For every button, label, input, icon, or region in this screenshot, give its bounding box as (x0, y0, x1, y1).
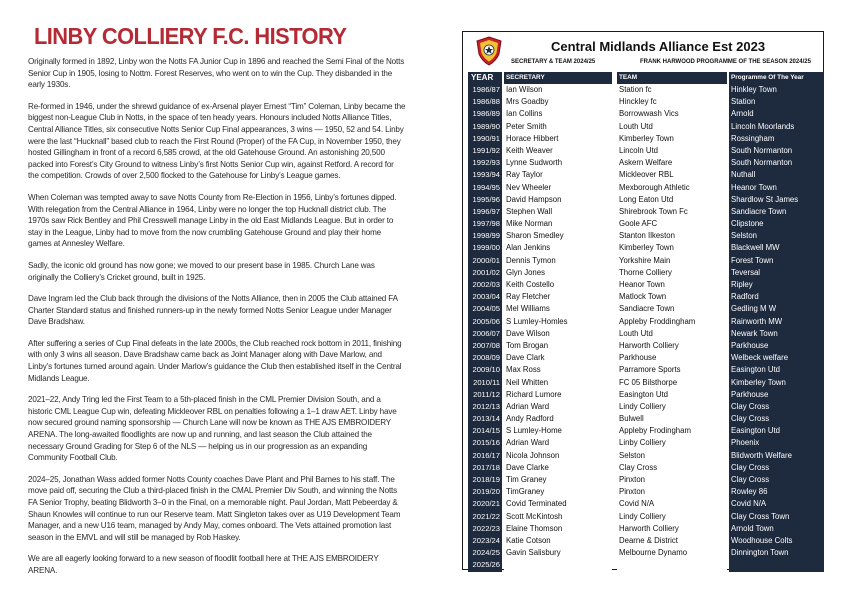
secretary-cell: Tim Graney (504, 474, 612, 486)
table-row (468, 413, 824, 425)
team-cell: Askern Welfare (617, 157, 727, 169)
table-row (468, 182, 824, 194)
table-row (468, 462, 824, 474)
programme-cell: Phoenix (729, 437, 824, 449)
secretary-cell: Scott McKintosh (504, 511, 612, 523)
programme-cell: Lincoln Moorlands (729, 121, 824, 133)
team-cell: Station fc (617, 84, 727, 96)
table-row (468, 437, 824, 449)
team-cell: Bulwell (617, 413, 727, 425)
secretary-cell: Mrs Goadby (504, 96, 612, 108)
year-cell: 2012/13 (468, 401, 502, 413)
table-row (468, 340, 824, 352)
secretary-cell: Ian Wilson (504, 84, 612, 96)
team-cell: Sandiacre Town (617, 303, 727, 315)
table-row (468, 84, 824, 96)
cma-title: Central Midlands Alliance Est 2023 (550, 39, 766, 54)
year-cell: 1998/99 (468, 230, 502, 242)
table-row (468, 450, 824, 462)
programme-cell: Blackwell MW (729, 242, 824, 254)
history-paragraph: Re-formed in 1946, under the shrewd guidance of ex-Arsenal player Ernest “Tim” Coleman, Linby became the biggest non-League Club in Notts, in the space of ten heady years. Honours included Notts Alliance Titles, Central Alliance Titles, six consecutive Notts Senior Cup Final appearances, 3 wins — 1950, 52 and 54. Linby were the last “Hucknall” based club to reach the First Round (Proper) of the FA Cup, in November 1950, they hosted Gillingham in front of a record 6,585 crowd, at the old Gatehouse Ground. An astonishing 20,500 packed into Forest’s City Ground to witness Linby’s first Notts Senior Cup win, against Retford. A record for the competition. Crowds of over 2,500 flocked to the Gatehouse for Linby’s League games. (28, 101, 406, 181)
year-cell: 1989/90 (468, 121, 502, 133)
team-cell: Heanor Town (617, 279, 727, 291)
table-row (468, 255, 824, 267)
team-cell: Yorkshire Main (617, 255, 727, 267)
table-row (468, 169, 824, 181)
year-cell: 2005/06 (468, 316, 502, 328)
team-cell: Melbourne Dynamo (617, 547, 727, 559)
history-paragraph: After suffering a series of Cup Final defeats in the late 2000s, the Club reached rock bottom in 2011, finishing with only 3 wins all season. Dave Bradshaw came back as Joint Manager along with Dave Marlow, and Linby’s fortunes turned around again. Under Marlow’s guidance the Club then established itself in the Central Midlands League. (28, 338, 402, 383)
history-paragraph: When Coleman was tempted away to save Notts County from Re-Election in 1956, Linby’s fortunes dipped. With relegation from the Central Alliance in 1964, Linby were no longer the top Hucknall district club. The 1970s saw Rick Bentley and Phil Cresswell manage Linby in the old East Midlands League. But in order to stay in the League, Linby had to move from the now crumbling Gatehouse Ground and play their home games at Annesley Welfare. (28, 192, 397, 249)
year-cell: 1986/87 (468, 84, 502, 96)
table-row (468, 121, 824, 133)
team-cell: Harworth Colliery (617, 340, 727, 352)
programme-cell (729, 559, 824, 571)
table-row (468, 389, 824, 401)
header-team: TEAM (617, 72, 727, 84)
table-row (468, 218, 824, 230)
year-cell: 2025/26 (468, 559, 502, 571)
secretary-cell: Richard Lumore (504, 389, 612, 401)
secretary-cell: Ray Taylor (504, 169, 612, 181)
secretary-cell (504, 559, 612, 571)
year-cell: 2010/11 (468, 377, 502, 389)
history-paragraph: Sadly, the iconic old ground has now gone; we moved to our present base in 1985. Church Lane was originally the Colliery’s Cricket ground, built in 1925. (28, 260, 375, 282)
team-cell: Louth Utd (617, 328, 727, 340)
table-row (468, 523, 824, 535)
secretary-cell: Keith Costello (504, 279, 612, 291)
year-cell: 1999/00 (468, 242, 502, 254)
secretary-cell: Elaine Thomson (504, 523, 612, 535)
table-row (468, 328, 824, 340)
year-cell: 2022/23 (468, 523, 502, 535)
year-cell: 2003/04 (468, 291, 502, 303)
secretary-cell: Horace Hibbert (504, 133, 612, 145)
year-cell: 2015/16 (468, 437, 502, 449)
year-cell: 2023/24 (468, 535, 502, 547)
cma-subtitle-right: FRANK HARWOOD PROGRAMME OF THE SEASON 2024/25 (640, 59, 811, 65)
year-cell: 2016/17 (468, 450, 502, 462)
programme-cell: South Normanton (729, 145, 824, 157)
team-cell: Dearne & District (617, 535, 727, 547)
programme-cell: Gedling M W (729, 303, 824, 315)
secretary-cell: Nev Wheeler (504, 182, 612, 194)
year-cell: 2019/20 (468, 486, 502, 498)
year-cell: 1991/92 (468, 145, 502, 157)
programme-cell: Clay Cross (729, 413, 824, 425)
team-cell: Mickleover RBL (617, 169, 727, 181)
team-cell: Appleby Froddingham (617, 316, 727, 328)
team-cell: Thorne Colliery (617, 267, 727, 279)
programme-cell: Easington Utd (729, 425, 824, 437)
programme-cell: Arnold Town (729, 523, 824, 535)
table-row (468, 242, 824, 254)
year-cell: 2007/08 (468, 340, 502, 352)
table-row (468, 352, 824, 364)
table-row (468, 535, 824, 547)
team-cell: Pinxton (617, 474, 727, 486)
secretary-cell: Alan Jenkins (504, 242, 612, 254)
table-row (468, 157, 824, 169)
programme-cell: Woodhouse Colts (729, 535, 824, 547)
table-row (468, 474, 824, 486)
table-row (468, 145, 824, 157)
programme-cell: Shardlow St James (729, 194, 824, 206)
programme-cell: Clipstone (729, 218, 824, 230)
team-cell: Pinxton (617, 486, 727, 498)
secretary-cell: Peter Smith (504, 121, 612, 133)
secretary-cell: Ian Collins (504, 108, 612, 120)
cma-table (468, 72, 824, 572)
year-cell: 1992/93 (468, 157, 502, 169)
secretary-cell: Katie Cotson (504, 535, 612, 547)
table-row (468, 133, 824, 145)
team-cell: Covid N/A (617, 498, 727, 510)
programme-cell: Forest Town (729, 255, 824, 267)
cma-header (463, 32, 823, 70)
table-row (468, 559, 824, 571)
year-cell: 2011/12 (468, 389, 502, 401)
history-title: LINBY COLLIERY F.C. HISTORY (34, 23, 347, 49)
table-row (468, 425, 824, 437)
header-programme: Programme Of The Year (729, 72, 824, 84)
programme-cell: Ripley (729, 279, 824, 291)
year-cell: 1986/88 (468, 96, 502, 108)
team-cell: Parramore Sports (617, 364, 727, 376)
secretary-cell: Sharon Smedley (504, 230, 612, 242)
year-cell: 2001/02 (468, 267, 502, 279)
year-cell: 2020/21 (468, 498, 502, 510)
programme-cell: Blidworth Welfare (729, 450, 824, 462)
secretary-cell: Nicola Johnson (504, 450, 612, 462)
team-cell: Hinckley fc (617, 96, 727, 108)
table-header-row (468, 72, 824, 84)
year-cell: 1995/96 (468, 194, 502, 206)
programme-cell: Rossingham (729, 133, 824, 145)
history-paragraph: 2024–25, Jonathan Wass added former Notts County coaches Dave Plant and Phil Barnes to his staff. The move paid off, securing the Club a third-placed finish in the CMAL Premier Div South, and winning the Notts FA Senior Trophy, beating Blidworth 3–0 in the Final, on a memorable night. Paul Jordan, Matt Pebeerday & Shaun Knowles will continue to run our Reserve team. Matt Singleton takes over as U19 Development Team Manager, and a new U16 team, managed by Andy May, comes onboard. The Vets attained promotion last season in the EMVL and will still be managed by Rob Haskey. (28, 474, 401, 542)
programme-cell: Station (729, 96, 824, 108)
secretary-cell: Dave Clarke (504, 462, 612, 474)
table-row (468, 230, 824, 242)
team-cell: Stanton Ilkeston (617, 230, 727, 242)
programme-cell: Clay Cross (729, 462, 824, 474)
table-row (468, 108, 824, 120)
table-row (468, 377, 824, 389)
team-cell: Parkhouse (617, 352, 727, 364)
secretary-cell: Adrian Ward (504, 401, 612, 413)
history-paragraph: 2021–22, Andy Tring led the First Team to a 5th-placed finish in the CML Premier Division South, and a historic CML League Cup win, defeating Mickleover RBL on penalties following a 1–1 draw AET. Linby have now secured ground naming sponsorship — Church Lane will now be known as THE AJS EMBROIDERY ARENA. The long-awaited floodlights are now up and running, and last season the Club attained the necessary Ground Grading for Step 6 of the NLS — helping us in our progression as an expanding Community Football Club. (28, 395, 397, 463)
table-row (468, 96, 824, 108)
secretary-cell: David Hampson (504, 194, 612, 206)
table-row (468, 194, 824, 206)
secretary-cell: Lynne Sudworth (504, 157, 612, 169)
year-cell: 2008/09 (468, 352, 502, 364)
secretary-cell: Dave Wilson (504, 328, 612, 340)
year-cell: 2014/15 (468, 425, 502, 437)
secretary-cell: Andy Radford (504, 413, 612, 425)
year-cell: 2002/03 (468, 279, 502, 291)
header-year: YEAR (468, 72, 502, 84)
table-row (468, 364, 824, 376)
secretary-cell: S Lumley-Homles (504, 316, 612, 328)
programme-cell: Easington Utd (729, 364, 824, 376)
header-secretary: SECRETARY (504, 72, 612, 84)
programme-cell: South Normanton (729, 157, 824, 169)
team-cell (617, 559, 727, 571)
year-cell: 2021/22 (468, 511, 502, 523)
team-cell: Kimberley Town (617, 133, 727, 145)
programme-cell: Arnold (729, 108, 824, 120)
programme-cell: Welbeck welfare (729, 352, 824, 364)
secretary-cell: Tom Brogan (504, 340, 612, 352)
cma-subtitle-left: SECRETARY & TEAM 2024/25 (511, 59, 596, 65)
history-paragraph: We are all eagerly looking forward to a new season of floodlit football here at THE AJS EMBROIDERY ARENA. (28, 554, 379, 575)
year-cell: 1997/98 (468, 218, 502, 230)
team-cell: Linby Colliery (617, 437, 727, 449)
team-cell: Lindy Colliery (617, 511, 727, 523)
programme-cell: Covid N/A (729, 498, 824, 510)
year-cell: 2024/25 (468, 547, 502, 559)
team-cell: Borrowwash Vics (617, 108, 727, 120)
team-cell: Louth Utd (617, 121, 727, 133)
team-cell: Harworth Colliery (617, 523, 727, 535)
table-row (468, 511, 824, 523)
programme-cell: Clay Cross (729, 474, 824, 486)
programme-cell: Dinnington Town (729, 547, 824, 559)
table-body (468, 84, 824, 572)
history-paragraph: Dave Ingram led the Club back through the divisions of the Notts Alliance, then in 2005 the Club attained FA Charter Standard status and finished runners-up in the newly formed Notts Senior League under Manager Dave Bradshaw. (28, 294, 398, 327)
secretary-cell: Dave Clark (504, 352, 612, 364)
programme-cell: Sandiacre Town (729, 206, 824, 218)
secretary-cell: Mike Norman (504, 218, 612, 230)
secretary-cell: TimGraney (504, 486, 612, 498)
team-cell: Kimberley Town (617, 242, 727, 254)
team-cell: Lindy Colliery (617, 401, 727, 413)
year-cell: 1994/95 (468, 182, 502, 194)
secretary-cell: Adrian Ward (504, 437, 612, 449)
programme-cell: Radford (729, 291, 824, 303)
secretary-cell: Ray Fletcher (504, 291, 612, 303)
programme-cell: Clay Cross (729, 401, 824, 413)
table-row (468, 486, 824, 498)
team-cell: Shirebrook Town Fc (617, 206, 727, 218)
year-cell: 2000/01 (468, 255, 502, 267)
programme-cell: Rainworth MW (729, 316, 824, 328)
table-row (468, 316, 824, 328)
year-cell: 1986/89 (468, 108, 502, 120)
table-row (468, 401, 824, 413)
secretary-cell: Glyn Jones (504, 267, 612, 279)
programme-cell: Rowley 86 (729, 486, 824, 498)
year-cell: 2004/05 (468, 303, 502, 315)
history-page (28, 22, 406, 582)
year-cell: 2018/19 (468, 474, 502, 486)
programme-cell: Clay Cross Town (729, 511, 824, 523)
secretary-cell: Neil Whitten (504, 377, 612, 389)
team-cell: Appleby Frodingham (617, 425, 727, 437)
secretary-cell: Keith Weaver (504, 145, 612, 157)
table-row (468, 547, 824, 559)
year-cell: 1990/91 (468, 133, 502, 145)
programme-cell: Newark Town (729, 328, 824, 340)
programme-cell: Teversal (729, 267, 824, 279)
table-row (468, 291, 824, 303)
team-cell: Mexborough Athletic (617, 182, 727, 194)
secretary-cell: Mel Williams (504, 303, 612, 315)
programme-cell: Hinkley Town (729, 84, 824, 96)
programme-cell: Selston (729, 230, 824, 242)
year-cell: 2009/10 (468, 364, 502, 376)
year-cell: 1996/97 (468, 206, 502, 218)
secretary-cell: Gavin Salisbury (504, 547, 612, 559)
table-row (468, 303, 824, 315)
year-cell: 2006/07 (468, 328, 502, 340)
secretary-cell: S Lumley-Home (504, 425, 612, 437)
team-cell: Goole AFC (617, 218, 727, 230)
history-paragraph: Originally formed in 1892, Linby won the Notts FA Junior Cup in 1896 and reached the Semi Final of the Notts Senior Cup in 1905, losing to Nottm. Forest Reserves, who went on to win the Cup. They disbanded in the early 1930s. (28, 57, 405, 90)
programme-cell: Parkhouse (729, 389, 824, 401)
year-cell: 2013/14 (468, 413, 502, 425)
team-cell: Clay Cross (617, 462, 727, 474)
history-paragraphs (28, 56, 406, 577)
programme-cell: Nuthall (729, 169, 824, 181)
team-cell: FC 05 Bilsthorpe (617, 377, 727, 389)
team-cell: Selston (617, 450, 727, 462)
year-cell: 1993/94 (468, 169, 502, 181)
cma-subtitle-row (511, 59, 813, 70)
team-cell: Matlock Town (617, 291, 727, 303)
programme-cell: Heanor Town (729, 182, 824, 194)
secretary-cell: Covid Terminated (504, 498, 612, 510)
team-cell: Long Eaton Utd (617, 194, 727, 206)
programme-cell: Kimberley Town (729, 377, 824, 389)
cma-table-page (462, 31, 824, 570)
table-row (468, 279, 824, 291)
table-row (468, 498, 824, 510)
secretary-cell: Max Ross (504, 364, 612, 376)
programme-cell: Parkhouse (729, 340, 824, 352)
table-row (468, 267, 824, 279)
team-cell: Lincoln Utd (617, 145, 727, 157)
year-cell: 2017/18 (468, 462, 502, 474)
secretary-cell: Stephen Wall (504, 206, 612, 218)
team-cell: Easington Utd (617, 389, 727, 401)
secretary-cell: Dennis Tymon (504, 255, 612, 267)
table-row (468, 206, 824, 218)
